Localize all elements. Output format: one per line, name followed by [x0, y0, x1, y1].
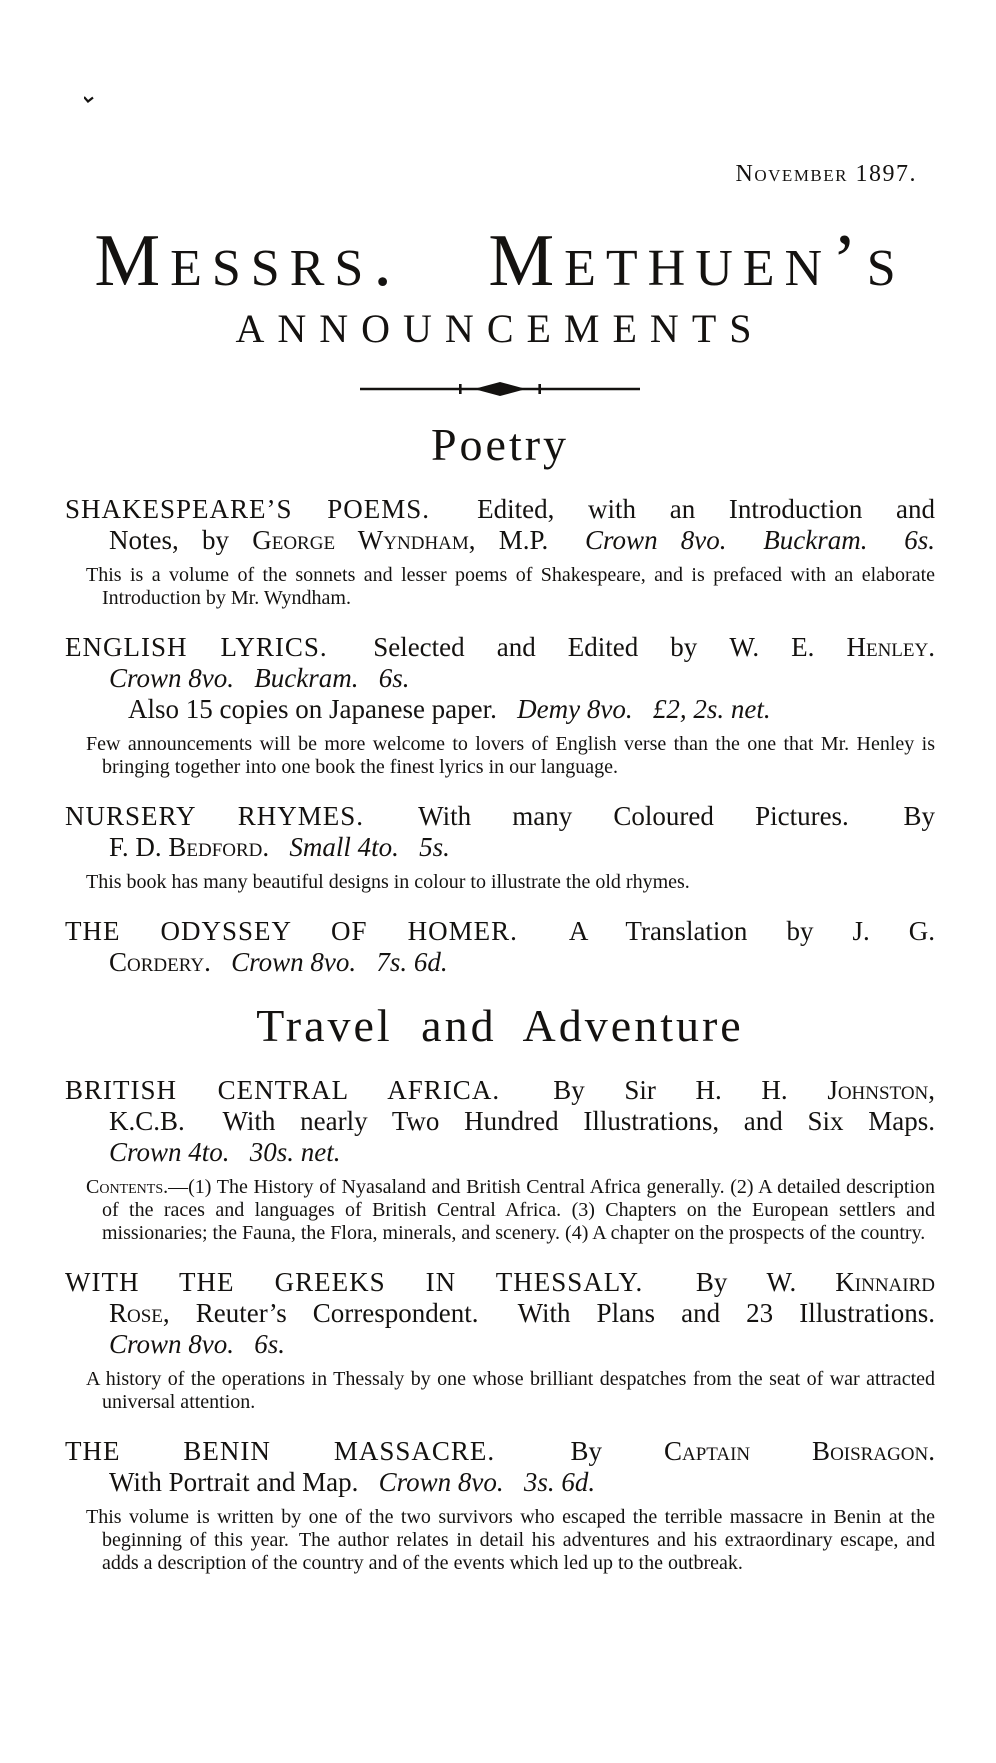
book-entry — [65, 916, 935, 978]
book-entry — [65, 801, 935, 894]
format-price-text: Small 4to. 5s. — [289, 832, 450, 863]
author-name: Johnston — [827, 1075, 929, 1106]
book-title-text: NURSERY RHYMES. — [65, 801, 364, 832]
scan-speck-icon — [84, 96, 94, 103]
book-entry — [65, 632, 935, 779]
body-text: With Portrait and Map. — [109, 1467, 379, 1498]
format-price-text: Crown 4to. 30s. net. — [109, 1137, 341, 1168]
body-text: This is a volume of the sonnets and lesser poems of Shakespeare, and is prefaced with an elaborate Introduction by Mr. Wyndham. — [86, 564, 935, 610]
book-headline — [65, 1075, 935, 1168]
headline-line — [65, 801, 935, 832]
book-note — [86, 1506, 935, 1575]
body-text: Also 15 copies on Japanese paper. — [128, 694, 518, 725]
body-text: Few announcements will be more welcome to lovers of English verse than the one that Mr. Henley is bringing together into one book the finest lyrics in our language. — [86, 733, 935, 779]
headline-line — [65, 1436, 935, 1467]
section-heading: Poetry — [430, 419, 570, 471]
book-note — [86, 564, 935, 610]
body-text: By — [495, 1436, 664, 1467]
book-headline — [65, 494, 935, 556]
author-name: W. E. Henley — [729, 632, 929, 663]
publisher-masthead: Messrs. Methuen’s — [94, 220, 906, 302]
book-title-text: SHAKESPEARE’S POEMS. — [65, 494, 430, 525]
author-name: W. Kinnaird — [766, 1267, 936, 1298]
headline-line — [65, 1267, 935, 1298]
headline-line — [109, 1137, 935, 1168]
book-title-text: BRITISH CENTRAL AFRICA. — [65, 1075, 501, 1106]
body-text: . — [262, 832, 290, 863]
body-text: Selected and Edited by — [327, 632, 730, 663]
body-text: . — [928, 1436, 935, 1467]
body-text: A history of the operations in Thessaly by one whose brilliant despatches from the seat of war attracted universal attention. — [86, 1368, 935, 1414]
author-name: Cordery — [109, 947, 205, 978]
format-price-text: Crown 8vo. Buckram. 6s. — [585, 525, 935, 556]
headline-line — [65, 494, 935, 525]
headline-line — [109, 663, 935, 694]
book-headline — [65, 1436, 935, 1498]
headline-line — [109, 1329, 935, 1360]
book-section — [65, 419, 935, 978]
section-heading: Travel and Adventure — [256, 1000, 744, 1052]
author-name: Captain Boisragon — [663, 1436, 929, 1467]
body-text: . — [928, 632, 935, 663]
body-text: , M.P. — [468, 525, 586, 556]
headline-line — [109, 525, 935, 556]
author-name: George Wyndham — [252, 525, 469, 556]
book-title-text: ENGLISH LYRICS. — [65, 632, 328, 663]
body-text: K.C.B. With nearly Two Hundred Illustrations, and Six Maps. — [109, 1106, 935, 1137]
book-headline — [65, 916, 935, 978]
format-price-text: Crown 8vo. 6s. — [109, 1329, 286, 1360]
headline-line — [65, 632, 935, 663]
headline-line — [128, 694, 935, 725]
format-price-text: Crown 8vo. 3s. 6d. — [378, 1467, 596, 1498]
body-text: , Reuter’s Correspondent. With Plans and 23 Illustrations. — [162, 1298, 935, 1329]
body-text: . — [204, 947, 232, 978]
headline-line — [109, 1298, 935, 1329]
author-name: F. D. Bedford — [109, 832, 263, 863]
book-title-text: WITH THE GREEKS IN THESSALY. — [65, 1267, 644, 1298]
book-title-text: THE ODYSSEY OF HOMER. — [65, 916, 518, 947]
author-name: Contents. — [86, 1176, 169, 1199]
body-text: By — [643, 1267, 767, 1298]
headline-line — [65, 1075, 935, 1106]
headline-line — [109, 1106, 935, 1137]
body-text: This volume is written by one of the two survivors who escaped the terrible massacre in Benin at the beginning of this year. The author relates in detail his adventures and his extraordinary escape, and adds a description of the country and of the events which led up to the outbreak. — [86, 1506, 935, 1575]
book-title-text: THE BENIN MASSACRE. — [65, 1436, 496, 1467]
book-headline — [65, 801, 935, 863]
book-headline — [65, 632, 935, 725]
ornamental-divider — [360, 381, 640, 397]
headline-line — [109, 947, 935, 978]
headline-line — [109, 1467, 935, 1498]
body-text: Notes, by — [109, 525, 253, 556]
body-text: Edited, with an Introduction and — [429, 494, 935, 525]
book-note — [86, 871, 935, 894]
book-entry — [65, 1075, 935, 1245]
format-price-text: Demy 8vo. £2, 2s. net. — [517, 694, 771, 725]
body-text: —(1) The History of Nyasaland and British Central Africa generally. (2) A detailed description of the races and languages of British Central Africa. (3) Chapters on the European settlers and missionaries; the Fauna, the Flora, minerals, and scenery. (4) A chapter on the prospects of the country. — [102, 1176, 935, 1245]
book-note — [86, 733, 935, 779]
body-text: , — [928, 1075, 936, 1106]
format-price-text: Crown 8vo. Buckram. 6s. — [109, 663, 410, 694]
issue-date: November 1897. — [735, 161, 917, 187]
headline-line — [65, 916, 935, 947]
book-entry — [65, 1267, 935, 1414]
book-entry — [65, 494, 935, 610]
format-price-text: Crown 8vo. 7s. 6d. — [231, 947, 448, 978]
book-entry — [65, 1436, 935, 1575]
author-name: Rose — [109, 1298, 163, 1329]
announcements-title: ANNOUNCEMENTS — [235, 306, 765, 352]
sections-container — [65, 419, 935, 1575]
body-text: By Sir H. H. — [500, 1075, 828, 1106]
book-section — [65, 1000, 935, 1575]
body-text: With many Coloured Pictures. By — [363, 801, 935, 832]
headline-line — [109, 832, 935, 863]
body-text: This book has many beautiful designs in colour to illustrate the old rhymes. — [86, 871, 690, 894]
book-note — [86, 1176, 935, 1245]
body-text: A Translation by J. G. — [517, 916, 935, 947]
book-note — [86, 1368, 935, 1414]
book-headline — [65, 1267, 935, 1360]
